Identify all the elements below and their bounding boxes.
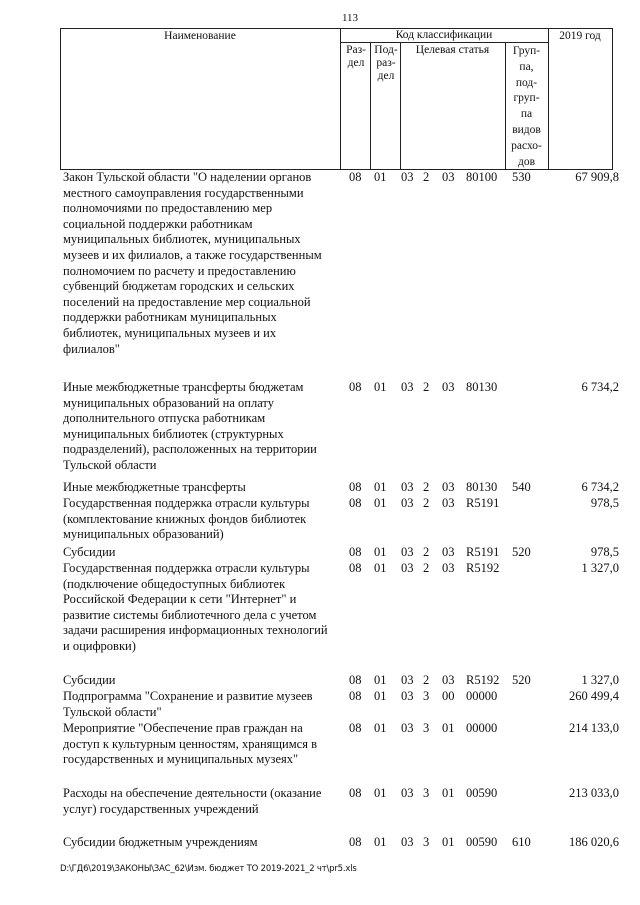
row-code-r: 08 <box>349 545 362 559</box>
row-code-c2: 3 <box>423 835 430 849</box>
row-amount: 213 033,0 <box>569 786 619 800</box>
row-code-c2: 2 <box>423 170 430 184</box>
row-name-line: поддержки работникам муниципальных <box>63 310 277 325</box>
header-podrazdel: Под- раз- дел <box>374 44 398 82</box>
row-code-pr: 01 <box>374 835 387 849</box>
row-name-line: (подключение общедоступных библиотек <box>63 576 286 591</box>
row-code-pr: 01 <box>374 380 387 394</box>
header-name: Наименование <box>164 30 236 42</box>
row-code-c1: 03 <box>401 170 414 184</box>
row-name-line: Иные межбюджетные трансферты бюджетам <box>63 380 304 394</box>
row-code-c1: 03 <box>401 496 414 510</box>
row-code-c2: 3 <box>423 689 430 703</box>
row-code-r: 08 <box>349 480 362 494</box>
row-amount: 6 734,2 <box>581 380 619 394</box>
header-year: 2019 год <box>559 30 601 42</box>
row-code-c1: 03 <box>401 673 414 687</box>
row-code-c2: 3 <box>423 721 430 735</box>
header-right-border <box>612 28 613 170</box>
row-code-c2: 2 <box>423 380 430 394</box>
row-code-c4: 80100 <box>466 170 498 184</box>
row-code-vr: 520 <box>512 673 531 687</box>
row-code-c3: 01 <box>442 786 455 800</box>
row-code-c3: 03 <box>442 545 455 559</box>
row-amount: 1 327,0 <box>581 673 619 687</box>
row-name-line: музеев и их филиалов, а также государственным <box>63 247 322 262</box>
row-name-line: муниципальных библиотек, муниципальных <box>63 232 301 247</box>
row-name-line: государственных и муниципальных музеях" <box>63 752 299 767</box>
row-name <box>63 721 343 768</box>
row-code-c3: 03 <box>442 673 455 687</box>
header-group: Груп- па, под- груп- па видов расхо- дов <box>511 45 542 168</box>
row-name <box>63 786 343 817</box>
row-code-c4: R5191 <box>466 545 500 559</box>
row-amount: 186 020,6 <box>569 835 619 849</box>
row-code-c2: 2 <box>423 480 430 494</box>
row-code-vr: 610 <box>512 835 531 849</box>
row-code-c4: 00590 <box>466 835 498 849</box>
row-name-line: Иные межбюджетные трансферты <box>63 480 246 494</box>
row-code-c1: 03 <box>401 786 414 800</box>
row-amount: 978,5 <box>590 496 619 510</box>
row-name-line: филиалов" <box>63 341 120 356</box>
header-target: Целевая статья <box>415 44 490 56</box>
row-name-line: местного самоуправления государственными <box>63 185 304 200</box>
row-code-c4: 00000 <box>466 689 498 703</box>
row-code-c4: 80130 <box>466 480 498 494</box>
row-name-line: Государственная поддержка отрасли культуры <box>63 496 310 510</box>
row-code-c2: 2 <box>423 545 430 559</box>
row-code-c1: 03 <box>401 561 414 575</box>
row-name <box>63 673 343 689</box>
row-code-c3: 03 <box>442 496 455 510</box>
header-razdel: Раз- дел <box>346 44 366 69</box>
row-name-line: подразделений), расположенных на территории <box>63 442 317 457</box>
row-name <box>63 561 343 655</box>
row-code-c2: 2 <box>423 673 430 687</box>
row-name-line: Государственная поддержка отрасли культуры <box>63 561 310 575</box>
row-name-line: Тульской области <box>63 457 157 472</box>
row-code-r: 08 <box>349 689 362 703</box>
row-name <box>63 496 343 543</box>
row-name-line: поселений на предоставление мер социальной <box>63 294 311 309</box>
row-code-pr: 01 <box>374 170 387 184</box>
page-number: 113 <box>341 12 359 24</box>
row-name-line: Российской Федерации к сети "Интернет" и <box>63 592 297 607</box>
row-code-pr: 01 <box>374 721 387 735</box>
header-code-group: Код классификации <box>395 29 493 41</box>
row-code-pr: 01 <box>374 496 387 510</box>
row-name-line: субвенций бюджетам городских и сельских <box>63 279 295 294</box>
row-code-c1: 03 <box>401 380 414 394</box>
row-name-line: Мероприятие "Обеспечение прав граждан на <box>63 721 303 735</box>
row-code-pr: 01 <box>374 689 387 703</box>
row-code-c4: 00590 <box>466 786 498 800</box>
row-name-line: развитие системы библиотечного дела с учетом <box>63 607 317 622</box>
row-name-line: Субсидии <box>63 673 116 687</box>
row-name <box>63 689 343 720</box>
row-code-pr: 01 <box>374 561 387 575</box>
row-code-c4: R5191 <box>466 496 500 510</box>
row-name <box>63 170 343 357</box>
row-code-r: 08 <box>349 835 362 849</box>
row-code-c4: R5192 <box>466 673 500 687</box>
row-code-pr: 01 <box>374 673 387 687</box>
row-amount: 6 734,2 <box>581 480 619 494</box>
row-amount: 978,5 <box>590 545 619 559</box>
row-code-c2: 2 <box>423 496 430 510</box>
row-code-c1: 03 <box>401 721 414 735</box>
row-code-r: 08 <box>349 721 362 735</box>
row-name <box>63 380 343 474</box>
row-name-line: Субсидии бюджетным учреждениям <box>63 835 258 849</box>
header-name-border <box>340 28 341 170</box>
row-name-line: полномочиями по предоставлению мер <box>63 201 273 216</box>
row-code-pr: 01 <box>374 545 387 559</box>
row-code-c1: 03 <box>401 835 414 849</box>
row-code-r: 08 <box>349 380 362 394</box>
row-code-c4: R5192 <box>466 561 500 575</box>
row-code-r: 08 <box>349 496 362 510</box>
row-amount: 260 499,4 <box>569 689 619 703</box>
row-code-c3: 01 <box>442 721 455 735</box>
row-name-line: услуг) государственных учреждений <box>63 801 259 816</box>
row-name-line: муниципальных библиотек (структурных <box>63 426 284 441</box>
row-name <box>63 835 343 851</box>
row-code-r: 08 <box>349 561 362 575</box>
row-name-line: полномочием по расчету и предоставлению <box>63 263 296 278</box>
row-code-c1: 03 <box>401 480 414 494</box>
header-left-border <box>60 28 61 170</box>
row-code-c3: 01 <box>442 835 455 849</box>
row-name <box>63 545 343 561</box>
row-code-c4: 00000 <box>466 721 498 735</box>
row-code-c3: 03 <box>442 170 455 184</box>
row-code-c3: 00 <box>442 689 455 703</box>
row-code-c3: 03 <box>442 561 455 575</box>
row-amount: 67 909,8 <box>575 170 619 184</box>
row-code-pr: 01 <box>374 480 387 494</box>
row-code-c3: 03 <box>442 480 455 494</box>
row-name <box>63 480 343 496</box>
row-name-line: муниципальных образований) <box>63 527 224 542</box>
row-name-line: Расходы на обеспечение деятельности (оказание <box>63 786 322 800</box>
row-code-r: 08 <box>349 786 362 800</box>
row-name-line: и оцифровки) <box>63 638 136 653</box>
row-name-line: библиотек, муниципальных музеев и их <box>63 325 277 340</box>
row-name-line: дополнительного отпуска работникам <box>63 411 266 426</box>
row-name-line: Подпрограмма "Сохранение и развитие музеев <box>63 689 313 703</box>
row-code-vr: 540 <box>512 480 531 494</box>
row-amount: 1 327,0 <box>581 561 619 575</box>
row-name-line: Субсидии <box>63 545 116 559</box>
file-path-footer: D:\ГД6\2019\ЗАКОНЫ\ЗАС_62\Изм. бюджет ТО 2019-2021_2 чт\pr5.xls <box>60 864 357 874</box>
row-name-line: задачи расширения информационных технологий <box>63 623 328 638</box>
row-amount: 214 133,0 <box>569 721 619 735</box>
row-code-c3: 03 <box>442 380 455 394</box>
header-code-border <box>548 28 549 170</box>
row-name-line: доступ к культурным ценностям, хранящимся в <box>63 736 317 751</box>
row-code-c2: 2 <box>423 561 430 575</box>
row-name-line: Закон Тульской области "О наделении органов <box>63 170 312 184</box>
row-code-vr: 520 <box>512 545 531 559</box>
row-code-c1: 03 <box>401 689 414 703</box>
row-code-r: 08 <box>349 673 362 687</box>
row-code-c4: 80130 <box>466 380 498 394</box>
code-group-rule <box>340 42 548 43</box>
row-code-c1: 03 <box>401 545 414 559</box>
row-code-vr: 530 <box>512 170 531 184</box>
row-code-c2: 3 <box>423 786 430 800</box>
row-name-line: Тульской области" <box>63 704 162 719</box>
row-code-r: 08 <box>349 170 362 184</box>
row-name-line: муниципальных образований на оплату <box>63 395 274 410</box>
row-name-line: (комплектование книжных фондов библиотек <box>63 511 307 526</box>
row-name-line: социальной поддержки работникам <box>63 216 253 231</box>
row-code-pr: 01 <box>374 786 387 800</box>
